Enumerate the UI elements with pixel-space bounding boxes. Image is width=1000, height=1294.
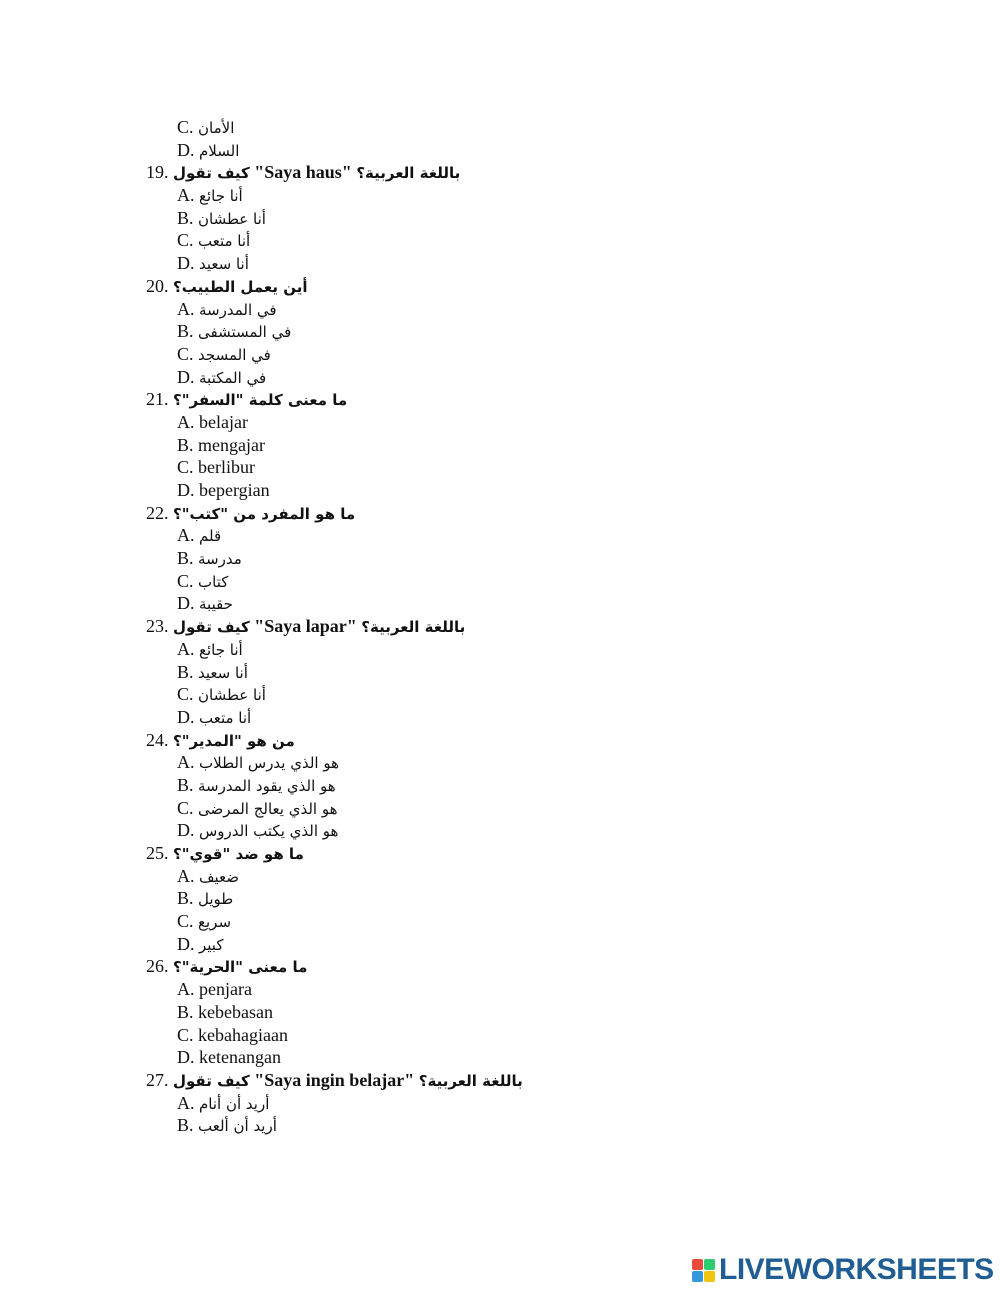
option-label: A.: [177, 979, 195, 1000]
arabic-text: ضعيف: [199, 867, 240, 886]
question-number: 23.: [146, 616, 169, 637]
logo-icon-square: [704, 1271, 715, 1282]
question-line: [146, 161, 906, 184]
arabic-text: أنا سعيد: [198, 663, 248, 682]
arabic-text: أنا عطشان: [198, 209, 266, 228]
arabic-text: هو الذي يكتب الدروس: [199, 822, 339, 841]
question-line: [146, 615, 906, 638]
answer-option: [146, 638, 906, 661]
arabic-text: في المدرسة: [199, 300, 277, 319]
question-number: 21.: [146, 389, 169, 410]
answer-option: [146, 184, 906, 207]
question-line: [146, 955, 906, 978]
question-number: 22.: [146, 502, 169, 523]
question-number: 19.: [146, 162, 169, 183]
answer-option: [146, 411, 906, 434]
answer-option: [146, 887, 906, 910]
answer-option: [146, 1046, 906, 1069]
question-line: [146, 729, 906, 752]
option-label: A.: [177, 298, 195, 319]
arabic-text: باللغة العربية؟: [418, 1071, 523, 1090]
option-label: C.: [177, 343, 194, 364]
question-line: [146, 275, 906, 298]
worksheet-content: [146, 116, 906, 1137]
option-label: C.: [177, 797, 194, 818]
arabic-text: أنا عطشان: [198, 686, 266, 705]
arabic-text: كتاب: [198, 572, 229, 591]
latin-text: kebahagiaan: [198, 1024, 288, 1045]
answer-option: [146, 1001, 906, 1024]
option-label: A.: [177, 638, 195, 659]
option-label: B.: [177, 548, 194, 569]
answer-option: [146, 797, 906, 820]
arabic-text: السلام: [199, 141, 240, 160]
option-label: C.: [177, 117, 194, 137]
arabic-text: أريد أن أنام: [199, 1094, 270, 1113]
answer-option: [146, 343, 906, 366]
arabic-text: كيف تقول: [173, 1071, 250, 1090]
option-label: B.: [177, 1115, 194, 1136]
latin-text: kebebasan: [198, 1001, 273, 1022]
arabic-text: هو الذي يدرس الطلاب: [199, 754, 340, 773]
arabic-text: حقيبة: [199, 595, 233, 614]
arabic-text: هو الذي يقود المدرسة: [198, 776, 336, 795]
answer-option: [146, 252, 906, 275]
answer-option: [146, 1092, 906, 1115]
answer-option: [146, 434, 906, 457]
answer-option: [146, 774, 906, 797]
option-label: D.: [177, 706, 195, 727]
option-label: D.: [177, 933, 195, 954]
latin-text: mengajar: [198, 434, 265, 455]
arabic-text: كيف تقول: [173, 164, 250, 183]
option-label: D.: [177, 253, 195, 274]
question-number: 20.: [146, 275, 169, 296]
answer-option: [146, 456, 906, 479]
arabic-text: أين يعمل الطبيب؟: [173, 277, 308, 296]
option-label: D.: [177, 593, 195, 614]
arabic-text: طويل: [198, 890, 234, 909]
option-label: A.: [177, 752, 195, 773]
arabic-text: ما هو ضد "قوي"؟: [173, 845, 304, 863]
option-label: A.: [177, 1092, 195, 1113]
question-line: [146, 842, 906, 865]
answer-option: [146, 819, 906, 842]
answer-option: [146, 479, 906, 502]
arabic-text: من هو "المدير"؟: [173, 731, 295, 750]
latin-text: penjara: [199, 979, 252, 1000]
option-label: C.: [177, 457, 194, 478]
option-label: D.: [177, 139, 195, 160]
logo-icon: [692, 1259, 715, 1282]
answer-option: [146, 547, 906, 570]
option-label: B.: [177, 1001, 194, 1022]
arabic-text: مدرسة: [198, 550, 242, 569]
answer-option: [146, 1114, 906, 1137]
option-label: C.: [177, 684, 194, 705]
arabic-text: أنا متعب: [198, 232, 251, 251]
option-label: D.: [177, 820, 195, 841]
option-label: A.: [177, 865, 195, 886]
option-label: B.: [177, 207, 194, 228]
option-label: B.: [177, 321, 194, 342]
option-label: B.: [177, 774, 194, 795]
answer-option: [146, 933, 906, 956]
latin-text: "Saya lapar": [254, 616, 357, 637]
arabic-text: قلم: [199, 527, 222, 546]
latin-text: "Saya haus": [254, 162, 352, 183]
option-label: C.: [177, 911, 194, 932]
latin-text: belajar: [199, 411, 248, 432]
arabic-text: ما معنى كلمة "السفر"؟: [173, 391, 348, 410]
arabic-text: باللغة العربية؟: [356, 164, 461, 183]
answer-option: [146, 570, 906, 593]
answer-option: [146, 116, 906, 139]
answer-option: [146, 661, 906, 684]
latin-text: "Saya ingin belajar": [254, 1069, 415, 1090]
option-label: A.: [177, 525, 195, 546]
arabic-text: أريد أن ألعب: [198, 1117, 277, 1136]
question-line: [146, 1069, 906, 1092]
arabic-text: أنا متعب: [199, 708, 252, 727]
question-line: [146, 388, 906, 411]
latin-text: ketenangan: [199, 1047, 281, 1068]
logo-icon-square: [692, 1259, 703, 1270]
arabic-text: ما هو المفرد من "كتب"؟: [173, 504, 356, 523]
option-label: A.: [177, 185, 195, 206]
option-label: B.: [177, 661, 194, 682]
arabic-text: أنا سعيد: [199, 255, 249, 274]
arabic-text: سريع: [198, 913, 232, 932]
answer-option: [146, 592, 906, 615]
arabic-text: الأمان: [198, 119, 235, 137]
liveworksheets-logo: [692, 1253, 994, 1286]
answer-option: [146, 524, 906, 547]
option-label: C.: [177, 570, 194, 591]
question-number: 26.: [146, 956, 169, 977]
question-line: [146, 502, 906, 525]
answer-option: [146, 706, 906, 729]
answer-option: [146, 683, 906, 706]
option-label: B.: [177, 434, 194, 455]
answer-option: [146, 751, 906, 774]
option-label: D.: [177, 366, 195, 387]
answer-option: [146, 229, 906, 252]
answer-option: [146, 139, 906, 162]
answer-option: [146, 207, 906, 230]
arabic-text: في المستشفى: [198, 323, 292, 342]
arabic-text: كبير: [199, 935, 224, 954]
arabic-text: كيف تقول: [173, 618, 250, 637]
question-number: 25.: [146, 843, 169, 863]
answer-option: [146, 910, 906, 933]
arabic-text: هو الذي يعالج المرضى: [198, 799, 338, 818]
answer-option: [146, 865, 906, 888]
question-number: 24.: [146, 729, 169, 750]
arabic-text: في المكتبة: [199, 368, 267, 387]
option-label: C.: [177, 230, 194, 251]
answer-option: [146, 320, 906, 343]
answer-option: [146, 366, 906, 389]
latin-text: berlibur: [198, 457, 255, 478]
arabic-text: باللغة العربية؟: [361, 618, 466, 637]
option-label: B.: [177, 888, 194, 909]
logo-text: LIVEWORKSHEETS: [719, 1253, 994, 1286]
answer-option: [146, 1024, 906, 1047]
arabic-text: أنا جائع: [199, 187, 243, 206]
option-label: D.: [177, 480, 195, 500]
option-label: C.: [177, 1024, 194, 1045]
option-label: A.: [177, 411, 195, 432]
arabic-text: ما معنى "الحرية"؟: [173, 958, 308, 977]
latin-text: bepergian: [199, 480, 270, 500]
answer-option: [146, 298, 906, 321]
arabic-text: أنا جائع: [199, 640, 243, 659]
option-label: D.: [177, 1047, 195, 1068]
logo-icon-square: [704, 1259, 715, 1270]
arabic-text: في المسجد: [198, 345, 271, 364]
logo-icon-square: [692, 1271, 703, 1282]
question-number: 27.: [146, 1069, 169, 1090]
answer-option: [146, 978, 906, 1001]
